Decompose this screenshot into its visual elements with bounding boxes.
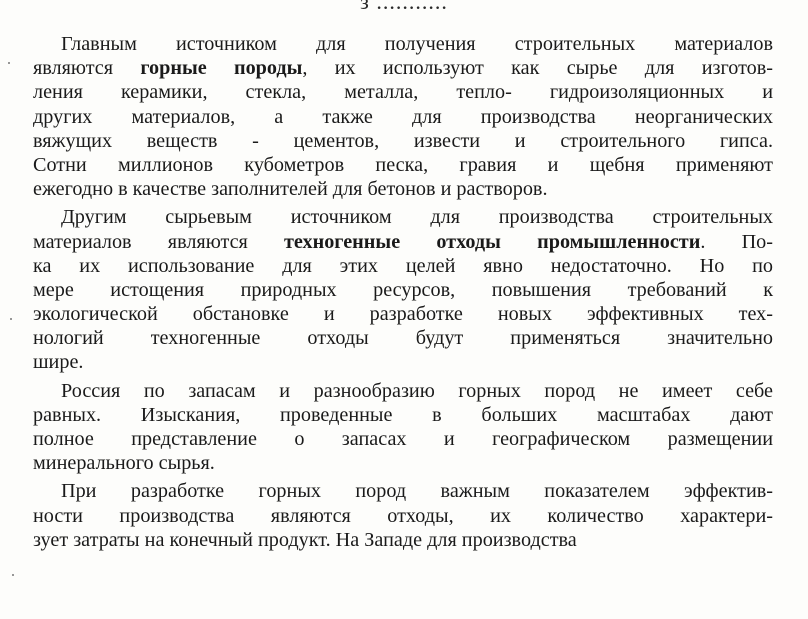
body-text [33,32,773,552]
text-run: Россия по запасам и разнообразию горных пород не имеет себе [61,379,773,402]
text-line [33,451,773,475]
text-run: ка их использование для этих целей явно недостаточно. Но по [33,254,773,277]
text-line [33,350,773,374]
text-run: зует затраты на конечный продукт. На Западе для производства [33,528,577,551]
text-line [33,528,773,552]
scan-speck [12,574,14,576]
text-run: ности производства являются отходы, их количество характери- [33,504,773,527]
text-run: полное представление о запасах и географическом размещении [33,428,773,450]
text-run: . По- [700,230,773,253]
text-run: ления керамики, стекла, металла, тепло- гидроизоляционных и [33,81,773,104]
text-line [33,205,773,229]
text-run: шире. [33,351,84,374]
text-run: нологий техногенные отходы будут применяться значительно [33,327,773,350]
text-line [33,504,773,528]
text-run: Сотни миллионов кубометров песка, гравия и щебня применяют [33,153,773,176]
text-run: Главным источником для получения строительных материалов [61,33,773,55]
text-line [33,177,773,201]
text-line [33,379,773,403]
cut-off-heading: з ........... [360,0,448,14]
text-run: равных. Изыскания, проведенные в больших масштабах дают [33,403,773,426]
text-run: экологической обстановке и разработке новых эффективных тех- [33,303,773,326]
scan-speck [8,62,10,64]
text-line [33,403,773,427]
text-line [33,32,773,56]
text-line [33,80,773,104]
text-run: мере истощения природных ресурсов, повышения требований к [33,278,773,301]
text-line [33,479,773,503]
text-run: минерального сырья. [33,452,215,475]
text-line [33,326,773,350]
text-run: Другим сырьевым источником для производства строительных [61,206,773,229]
text-run: вяжущих веществ - цементов, извести и строительного гипса. [33,129,773,152]
paragraph [33,32,773,201]
scan-speck [10,318,12,320]
text-run: , их используют как сырье для изготов- [302,57,774,80]
text-line [33,153,773,177]
text-run: ежегодно в качестве заполнителей для бетонов и растворов. [33,178,548,201]
text-run: других материалов, а также для производства неорганических [33,105,773,128]
text-line [33,254,773,278]
bold-term: техногенные отходы промышленности [284,230,701,253]
paragraph [33,379,773,476]
paragraph [33,479,773,552]
text-line [33,278,773,302]
paragraph [33,205,773,374]
text-line [33,56,773,80]
text-line [33,129,773,153]
text-line [33,105,773,129]
text-run: материалов являются [33,230,285,253]
text-run: являются [33,57,141,80]
text-run: При разработке горных пород важным показателем эффектив- [61,480,773,503]
bold-term: горные породы [140,57,303,80]
text-line [33,302,773,326]
text-line [33,427,773,451]
text-line [33,230,773,254]
